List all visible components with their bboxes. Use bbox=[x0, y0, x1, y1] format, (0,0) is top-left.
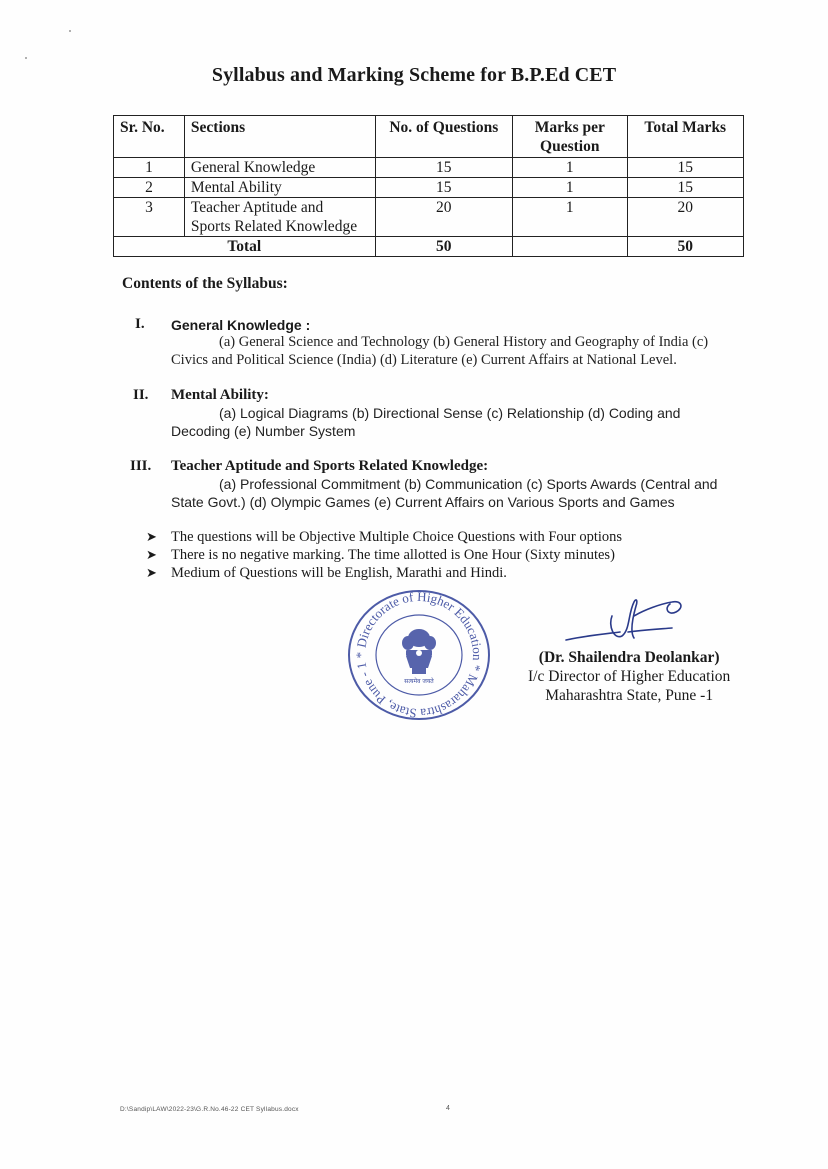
arrow-bullet-icon: ➤ bbox=[146, 565, 157, 580]
table-header-row bbox=[114, 116, 744, 158]
total-marks: 50 bbox=[627, 237, 743, 257]
cell-section: Mental Ability bbox=[184, 178, 375, 198]
cell-total-marks: 20 bbox=[627, 198, 743, 237]
cell-sr: 1 bbox=[114, 158, 185, 178]
footer-page-mark: 4 bbox=[446, 1105, 450, 1112]
total-label: Total bbox=[114, 237, 376, 257]
cell-section-line1: Teacher Aptitude and bbox=[190, 199, 324, 216]
table-row bbox=[114, 198, 744, 237]
cell-questions: 15 bbox=[375, 158, 512, 178]
cell-section: General Knowledge bbox=[184, 158, 375, 178]
list-item bbox=[146, 546, 622, 564]
list-item bbox=[146, 564, 622, 582]
total-marks-per-question bbox=[513, 237, 627, 257]
file-path-footer: D:\Sandip\LAW\2022-23\G.R.No.46-22 CET Syllabus.docx bbox=[120, 1106, 299, 1113]
cell-total-marks: 15 bbox=[627, 158, 743, 178]
table-total-row bbox=[114, 237, 744, 257]
cell-marks-per-question: 1 bbox=[513, 158, 627, 178]
signatory-location: Maharashtra State, Pune -1 bbox=[545, 687, 714, 704]
contents-heading: Contents of the Syllabus: bbox=[122, 275, 288, 292]
scan-speck bbox=[25, 57, 27, 59]
section-numeral: I. bbox=[135, 316, 145, 332]
header-sr-no: Sr. No. bbox=[114, 116, 185, 158]
section-heading: Teacher Aptitude and Sports Related Knowledge: bbox=[171, 458, 489, 474]
signatory-name: (Dr. Shailendra Deolankar) bbox=[538, 649, 720, 666]
cell-questions: 20 bbox=[375, 198, 512, 237]
section-heading: General Knowledge : bbox=[171, 317, 311, 333]
cell-questions: 15 bbox=[375, 178, 512, 198]
total-questions: 50 bbox=[375, 237, 512, 257]
section-body-line1: (a) Professional Commitment (b) Communication (c) Sports Awards (Central and bbox=[219, 476, 718, 492]
section-body-line2: Decoding (e) Number System bbox=[171, 423, 356, 439]
header-sections: Sections bbox=[184, 116, 375, 158]
note-text: The questions will be Objective Multiple Choice Questions with Four options bbox=[171, 529, 623, 545]
section-body bbox=[171, 475, 751, 511]
cell-marks-per-question: 1 bbox=[513, 198, 627, 237]
official-seal-icon bbox=[346, 588, 492, 722]
note-text: Medium of Questions will be English, Marathi and Hindi. bbox=[171, 565, 507, 581]
seal-outer-text: Directorate of Higher Education * Maharashtra State, Pune - 1 * bbox=[352, 588, 486, 722]
header-marks-per-question bbox=[513, 116, 627, 158]
section-body-line2: State Govt.) (d) Olympic Games (e) Current Affairs on Various Sports and Games bbox=[171, 494, 675, 510]
marking-scheme-table bbox=[113, 115, 744, 257]
section-body-line1: (a) Logical Diagrams (b) Directional Sense (c) Relationship (d) Coding and bbox=[219, 405, 681, 421]
cell-sr: 2 bbox=[114, 178, 185, 198]
arrow-bullet-icon: ➤ bbox=[146, 547, 157, 562]
header-total-marks: Total Marks bbox=[627, 116, 743, 158]
list-item bbox=[146, 528, 622, 546]
section-body-line1: (a) General Science and Technology (b) General History and Geography of India (c) bbox=[219, 334, 709, 350]
cell-sr: 3 bbox=[114, 198, 185, 237]
cell-marks-per-question: 1 bbox=[513, 178, 627, 198]
section-heading: Mental Ability: bbox=[171, 387, 269, 403]
signatory-designation: I/c Director of Higher Education bbox=[528, 668, 731, 685]
header-marks-per-question-line1: Marks per bbox=[534, 119, 605, 136]
header-no-of-questions: No. of Questions bbox=[375, 116, 512, 158]
table-row bbox=[114, 158, 744, 178]
cell-total-marks: 15 bbox=[627, 178, 743, 198]
emblem-caption: सत्यमेव जयते bbox=[404, 678, 434, 685]
section-body bbox=[171, 404, 751, 440]
section-numeral: II. bbox=[133, 387, 149, 403]
table-row bbox=[114, 178, 744, 198]
signature-icon bbox=[564, 596, 692, 646]
document-title: Syllabus and Marking Scheme for B.P.Ed CET bbox=[211, 64, 617, 86]
cell-section-line2: Sports Related Knowledge bbox=[190, 218, 358, 235]
cell-section bbox=[184, 198, 375, 237]
header-marks-per-question-line2: Question bbox=[540, 138, 600, 155]
arrow-bullet-icon: ➤ bbox=[146, 529, 157, 544]
signatory-block bbox=[528, 648, 730, 705]
note-text: There is no negative marking. The time allotted is One Hour (Sixty minutes) bbox=[171, 547, 615, 563]
section-body bbox=[171, 333, 751, 369]
section-numeral: III. bbox=[130, 458, 152, 474]
section-body-line2: Civics and Political Science (India) (d) Literature (e) Current Affairs at National Level. bbox=[171, 352, 677, 368]
scan-speck bbox=[69, 30, 71, 32]
notes-list bbox=[146, 528, 622, 582]
